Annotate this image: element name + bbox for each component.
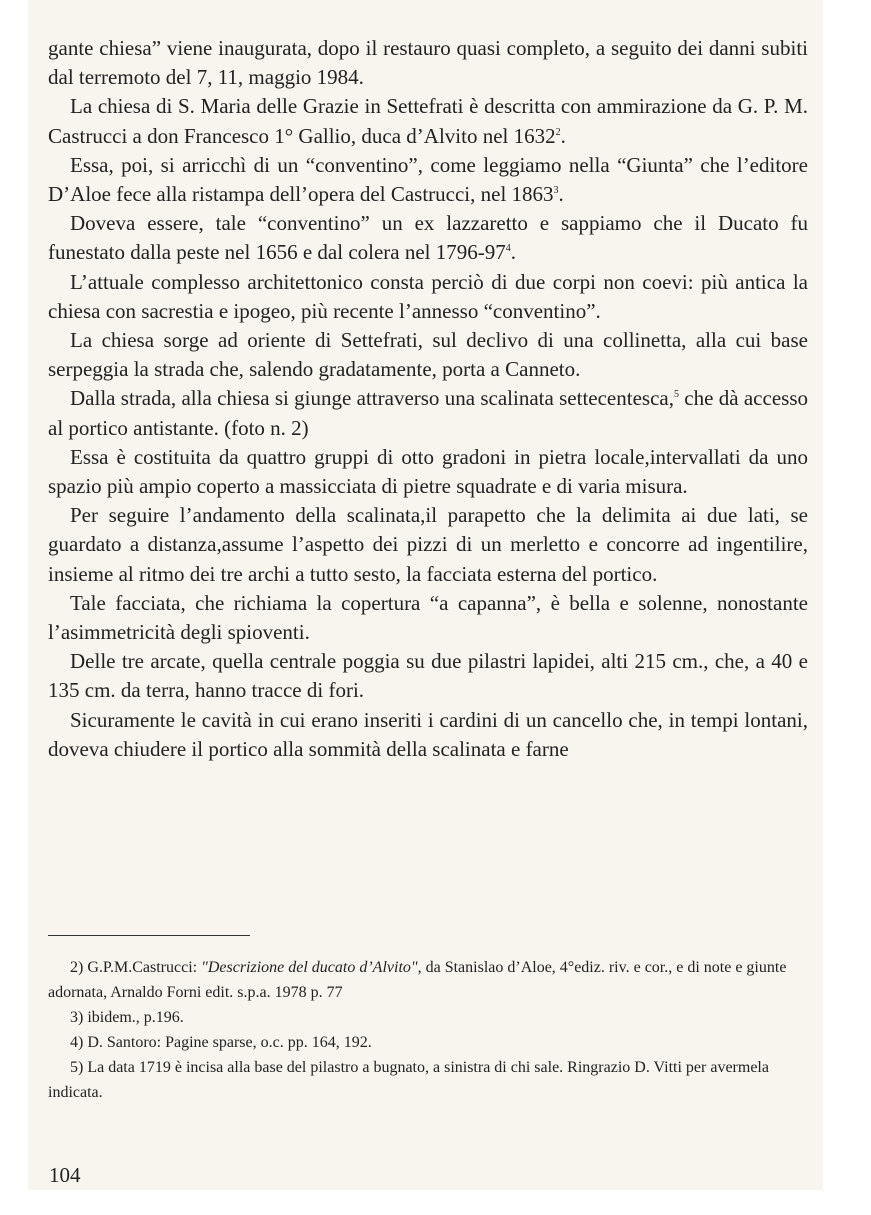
paragraph bbox=[48, 443, 808, 501]
footnote-3: 3) ibidem., p.196. bbox=[70, 1009, 184, 1026]
footnote-2 bbox=[48, 955, 818, 1005]
paragraph-text: Essa è costituita da quattro gruppi di otto gradoni in pietra locale,intervallati da uno spazio più ampio coperto a massicciata di pietre squadrate e di varia misura. bbox=[48, 444, 808, 499]
paragraph-text: Dalla strada, alla chiesa si giunge attraverso una scalinata settecentesca, bbox=[70, 386, 674, 411]
paragraph bbox=[48, 706, 808, 764]
footnote-text: , da Stanislao d’Aloe, 4°ediz. riv. e cor., e di note e giunte adornata, Arnaldo Forni edit. s.p.a. 1978 p. 77 bbox=[48, 959, 787, 1001]
paragraph-text: . bbox=[560, 123, 566, 148]
page-number: 104 bbox=[49, 1163, 81, 1187]
footnote-5: 5) La data 1719 è incisa alla base del pilastro a bugnato, a sinistra di chi sale. Ringrazio D. Vitti per avermela indicata. bbox=[48, 1059, 769, 1101]
paragraph bbox=[48, 151, 808, 209]
paragraph-text: che dà accesso al portico antistante. (foto n. 2) bbox=[48, 386, 808, 440]
paragraph-text: Tale facciata, che richiama la copertura “a capanna”, è bella e solenne, nonostante l’asimmetricità degli spioventi. bbox=[48, 590, 808, 645]
paragraph-text: . bbox=[510, 240, 517, 265]
footnote-ref: 2 bbox=[555, 126, 561, 138]
paragraph bbox=[48, 589, 808, 647]
footnote-book-title: "Descrizione del ducato d’Alvito" bbox=[201, 959, 418, 976]
footnote-text: 2) G.P.M.Castrucci: bbox=[70, 959, 202, 976]
paragraph bbox=[48, 92, 808, 150]
paragraph bbox=[48, 34, 808, 92]
main-text bbox=[48, 34, 808, 764]
paragraph bbox=[48, 209, 808, 267]
paragraph bbox=[48, 501, 808, 589]
paragraph-text: Essa, poi, si arricchì di un “conventino”, come leggiamo nella “Giunta” che l’editore D’Aloe fece alla ristampa dell’opera del Castrucci, nel 1863 bbox=[48, 152, 808, 207]
book-page bbox=[28, 0, 823, 1190]
paragraph-text: Sicuramente le cavità in cui erano inseriti i cardini di un cancello che, in tempi lontani, doveva chiudere il portico alla sommità della scalinata e farne bbox=[48, 707, 808, 761]
footnote-ref: 5 bbox=[673, 389, 679, 401]
paragraph bbox=[48, 647, 808, 705]
footnotes bbox=[48, 955, 818, 1105]
footnote-4: 4) D. Santoro: Pagine sparse, o.c. pp. 164, 192. bbox=[70, 1034, 372, 1051]
paragraph-text: gante chiesa” viene inaugurata, dopo il restauro quasi completo, a seguito dei danni subiti dal terremoto del 7, 11, maggio 1984. bbox=[48, 36, 808, 90]
footnote-ref: 3 bbox=[553, 185, 559, 197]
paragraph bbox=[48, 384, 808, 442]
paragraph bbox=[48, 268, 808, 326]
paragraph-text: L’attuale complesso architettonico consta perciò di due corpi non coevi: più antica la chiesa con sacrestia e ipogeo, più recente l’annesso “conventino”. bbox=[48, 269, 808, 323]
paragraph-text: . bbox=[558, 182, 564, 207]
paragraph-text: Delle tre arcate, quella centrale poggia su due pilastri lapidei, alti 215 cm., che, a 40 e 135 cm. da terra, hanno tracce di fori. bbox=[48, 649, 808, 703]
paragraph-text: Doveva essere, tale “conventino” un ex lazzaretto e sappiamo che il Ducato fu funestato dalla peste nel 1656 e dal colera nel 1796-97 bbox=[48, 211, 808, 265]
paragraph bbox=[48, 326, 808, 384]
paragraph-text: La chiesa sorge ad oriente di Settefrati, sul declivo di una collinetta, alla cui base serpeggia la strada che, salendo gradatamente, porta a Canneto. bbox=[48, 328, 808, 382]
footnote-ref: 4 bbox=[505, 243, 511, 255]
paragraph-text: La chiesa di S. Maria delle Grazie in Settefrati è descritta con ammirazione da G. P. M. Castrucci a don Francesco 1° Gallio, duca d’Alvito nel 1632 bbox=[48, 94, 808, 148]
paragraph-text: Per seguire l’andamento della scalinata,il parapetto che la delimita ai due lati, se guardato a distanza,assume l’aspetto dei pizzi di un merletto e concorre ad ingentilire, insieme al ritmo dei tre archi a tutto sesto, la facciata esterna del portico. bbox=[48, 503, 808, 586]
footnote-divider bbox=[48, 935, 250, 936]
